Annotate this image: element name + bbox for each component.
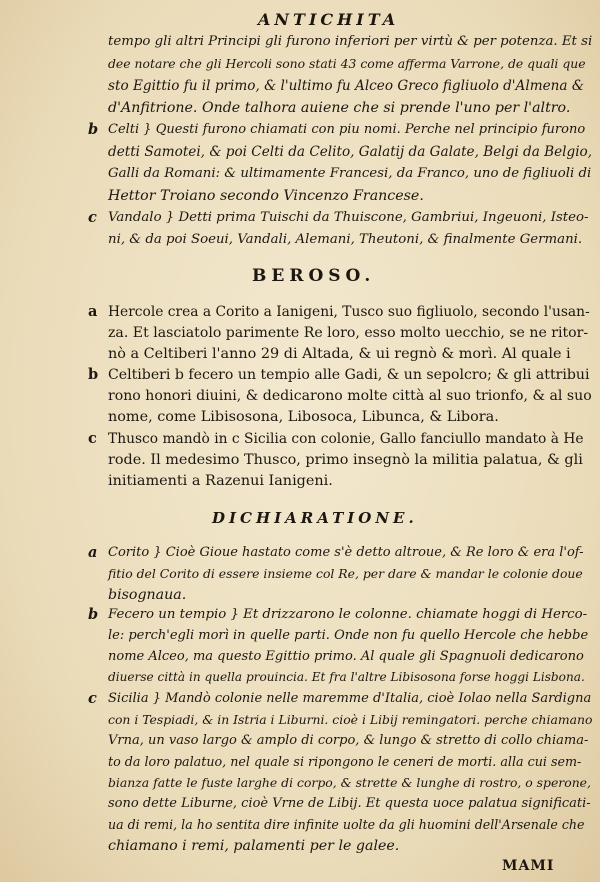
text-line: Celti } Questi furono chiamati con piu nomi. Perche nel principio furono [108,122,586,137]
margin-note-letter: c [88,690,97,707]
text-line: chiamano i remi, palamenti per le galee. [108,838,400,854]
text-line: Hettor Troiano secondo Vincenzo Francese. [108,188,424,204]
text-line: le: perch'egli morì in quelle parti. Onde non fu quello Hercole che hebbe [108,628,589,643]
margin-note-letter: b [88,366,99,383]
text-line: nome, come Libisosona, Libosoca, Libunca, & Libora. [108,409,499,425]
margin-note-letter: c [88,209,97,226]
catchword: MAMI [502,858,555,874]
margin-note-letter: a [88,544,98,561]
margin-note-letter: b [88,121,99,138]
text-line: fitio del Corito di essere insieme col Re, per dare & mandar le colonie doue [108,566,583,581]
running-head: ANTICHITA [258,10,400,29]
text-line: Hercole crea a Corito a Ianigeni, Tusco suo figliuolo, secondo l'usan- [108,304,590,320]
text-line: Celtiberi b fecero un tempio alle Gadi, & un sepolcro; & gli attribui [108,367,590,383]
margin-note-letter: c [88,430,97,447]
text-line: diuerse città in quella prouincia. Et fra l'altre Libisosona forse hoggi Lisbona. [108,670,585,684]
text-line: dee notare che gli Hercoli sono stati 43 come afferma Varrone, de quali que [108,56,586,71]
text-line: Thusco mandò in c Sicilia con colonie, Gallo fanciullo mandato à He [108,431,584,447]
text-line: bianza fatte le fuste larghe di corpo, & strette & lunghe di rostro, o sperone, [108,775,591,790]
text-line: Vandalo } Detti prima Tuischi da Thuiscone, Gambriui, Ingeuoni, Isteo- [108,210,589,225]
text-line: Vrna, un vaso largo & amplo di corpo, & lungo & stretto di collo chiama- [108,733,589,748]
text-line: Sicilia } Mandò colonie nelle maremme d'Italia, cioè Iolao nella Sardigna [108,691,592,706]
section-heading-beroso: BEROSO. [252,266,376,286]
text-line: sto Egittio fu il primo, & l'ultimo fu Alceo Greco figliuolo d'Almena & [108,78,584,94]
section-heading-dichiaratione: DICHIARATIONE. [212,509,418,527]
text-line: sono dette Liburne, cioè Vrne de Libij. Et questa uoce palatua significati- [108,796,591,811]
text-line: nò a Celtiberi l'anno 29 di Altada, & ui regnò & morì. Al quale i [108,346,571,362]
text-line: detti Samotei, & poi Celti da Celito, Galatij da Galate, Belgi da Belgio, [108,144,593,160]
text-line: con i Tespiadi, & in Istria i Liburni. cioè i Libij remingatori. perche chiamano [108,712,593,727]
text-line: rode. Il medesimo Thusco, primo insegnò la militia palatua, & gli [108,452,583,468]
text-line: nome Alceo, ma questo Egittio primo. Al quale gli Spagnuoli dedicarono [108,649,584,664]
text-line: za. Et lasciatolo parimente Re loro, esso molto uecchio, se ne ritor- [108,325,589,341]
text-line: Galli da Romani: & ultimamente Francesi, da Franco, uno de figliuoli di [108,166,592,181]
text-line: initiamenti a Razenui Ianigeni. [108,473,333,489]
text-line: d'Anfitrione. Onde talhora auiene che si prende l'uno per l'altro. [108,100,571,116]
text-line: Corito } Cioè Gioue hastato come s'è detto altroue, & Re loro & era l'of- [108,545,584,560]
margin-note-letter: a [88,303,98,320]
text-line: rono honori diuini, & dedicarono molte città al suo trionfo, & al suo [108,388,592,404]
text-line: ua di remi, la ho sentita dire infinite uolte da gli huomini dell'Arsenale che [108,817,585,832]
text-line: tempo gli altri Principi gli furono inferiori per virtù & per potenza. Et si [108,34,593,49]
text-line: ni, & da poi Soeui, Vandali, Alemani, Theutoni, & finalmente Germani. [108,232,583,247]
margin-note-letter: b [88,606,99,623]
text-line: bisognaua. [108,587,187,603]
text-line: Fecero un tempio } Et drizzarono le colonne. chiamate hoggi di Herco- [108,607,588,622]
text-line: to da loro palatuo, nel quale si ripongono le ceneri de morti. alla cui sem- [108,754,582,769]
